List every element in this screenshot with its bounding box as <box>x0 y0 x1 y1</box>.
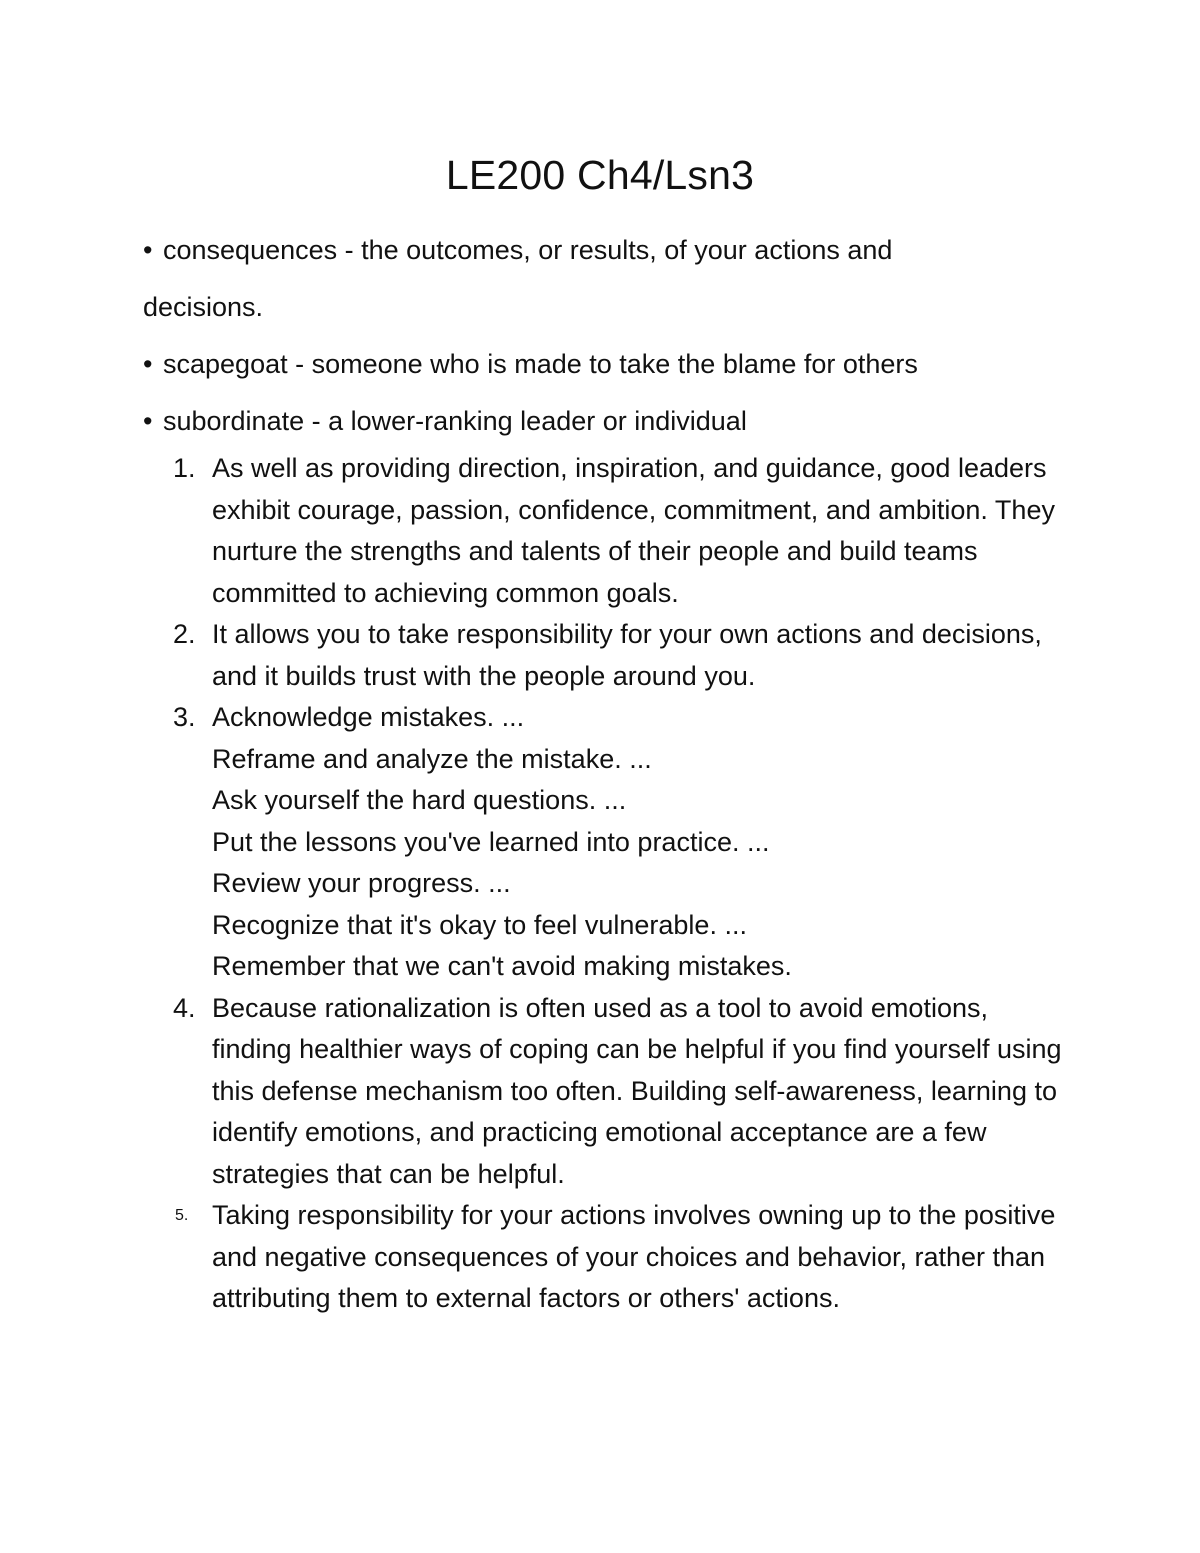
answers-list <box>143 448 1073 1320</box>
answer-item <box>143 988 1073 1196</box>
answer-step: Reframe and analyze the mistake. ... <box>212 743 652 774</box>
answer-text: As well as providing direction, inspiration, and guidance, good leaders exhibit courage, passion, confidence, commitment, and ambition. They nurture the strengths and talents of their people and build teams committed to achieving common goals. <box>212 453 1055 608</box>
answer-item <box>143 448 1073 614</box>
bullet-icon: • <box>143 235 153 265</box>
answer-text: Because rationalization is often used as a tool to avoid emotions, finding healthier ways of coping can be helpful if you find yourself using this defense mechanism too often. Building self-awareness, learning to identify emotions, and practicing emotional acceptance are a few strategies that can be helpful. <box>212 992 1062 1189</box>
answer-number: 4. <box>173 992 196 1023</box>
answer-step: Remember that we can't avoid making mistakes. <box>212 951 792 981</box>
document-title: LE200 Ch4/Lsn3 <box>445 152 755 198</box>
definitions-list <box>143 222 1073 450</box>
answer-step: Put the lessons you've learned into practice. ... <box>212 826 770 857</box>
definition-item <box>143 393 1073 450</box>
answer-item <box>143 697 1073 988</box>
definition-text: subordinate - a lower-ranking leader or individual <box>163 406 747 436</box>
bullet-icon: • <box>143 349 153 379</box>
answer-step: Ask yourself the hard questions. ... <box>212 785 627 815</box>
answer-item <box>143 1195 1073 1320</box>
definition-text: scapegoat - someone who is made to take the blame for others <box>163 349 918 379</box>
answer-number: 1. <box>173 453 196 483</box>
answer-item <box>143 614 1073 697</box>
definition-item <box>143 336 1073 393</box>
answer-step: Acknowledge mistakes. ... <box>212 702 525 732</box>
definition-text: consequences - the outcomes, or results, of your actions and decisions. <box>143 235 893 322</box>
answer-number: 3. <box>173 702 196 732</box>
answer-number: 5. <box>175 1207 189 1224</box>
answer-step: Recognize that it's okay to feel vulnerable. ... <box>212 909 747 940</box>
answer-text: Taking responsibility for your actions involves owning up to the positive and negative consequences of your choices and behavior, rather than attributing them to external factors or others' actions. <box>212 1200 1056 1313</box>
definition-item <box>143 222 953 336</box>
answer-step: Review your progress. ... <box>212 868 511 898</box>
answer-text: It allows you to take responsibility for your own actions and decisions, and it builds trust with the people around you. <box>212 619 1042 691</box>
answer-number: 2. <box>173 619 196 649</box>
bullet-icon: • <box>143 406 153 436</box>
